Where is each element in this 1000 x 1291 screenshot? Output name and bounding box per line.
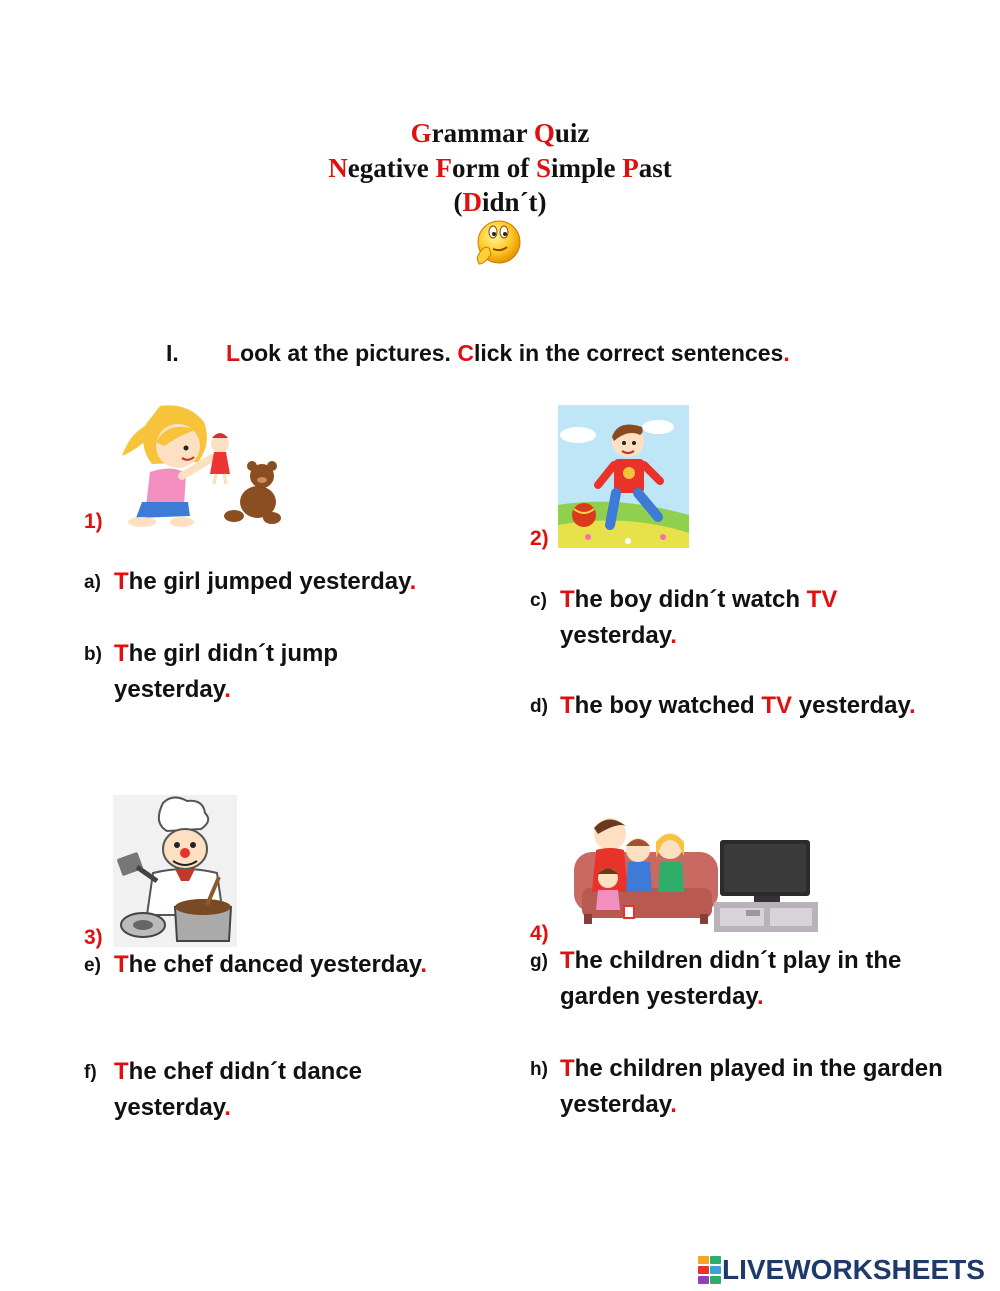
- family-watching-tv-picture: [572, 806, 824, 936]
- question-number-2: 2): [530, 527, 549, 550]
- option-h[interactable]: h) The children played in the garden yesterday.: [530, 1055, 943, 1118]
- boy-playing-ball-picture: [558, 405, 689, 548]
- liveworksheets-logo: LIVEWORKSHEETS: [698, 1254, 985, 1286]
- quiz-note: (Didn´t): [453, 187, 547, 217]
- chef-cooking-picture: [113, 795, 237, 947]
- option-e[interactable]: e) The chef danced yesterday.: [84, 951, 428, 978]
- question-number-4: 4): [530, 922, 549, 945]
- option-f[interactable]: f) The chef didn´t dance yesterday.: [84, 1058, 363, 1121]
- instruction: I. Look at the pictures. Click in the correct sentences.: [166, 340, 790, 366]
- thinking-emoji-icon: [471, 218, 523, 268]
- quiz-title: Grammar Quiz: [410, 118, 590, 148]
- question-number-1: 1): [84, 510, 103, 533]
- question-number-3: 3): [84, 926, 103, 949]
- logo-blocks-icon: [698, 1256, 722, 1284]
- option-d[interactable]: d) The boy watched TV yesterday.: [530, 692, 916, 719]
- option-c[interactable]: c) The boy didn´t watch TV yesterday.: [530, 586, 838, 649]
- quiz-subtitle: Negative Form of Simple Past: [328, 153, 672, 183]
- option-g[interactable]: g) The children didn´t play in the garden yesterday.: [530, 947, 902, 1010]
- option-b[interactable]: b) The girl didn´t jump yesterday.: [84, 640, 338, 703]
- option-a[interactable]: a) The girl jumped yesterday.: [84, 568, 417, 595]
- girl-playing-picture: [112, 402, 284, 532]
